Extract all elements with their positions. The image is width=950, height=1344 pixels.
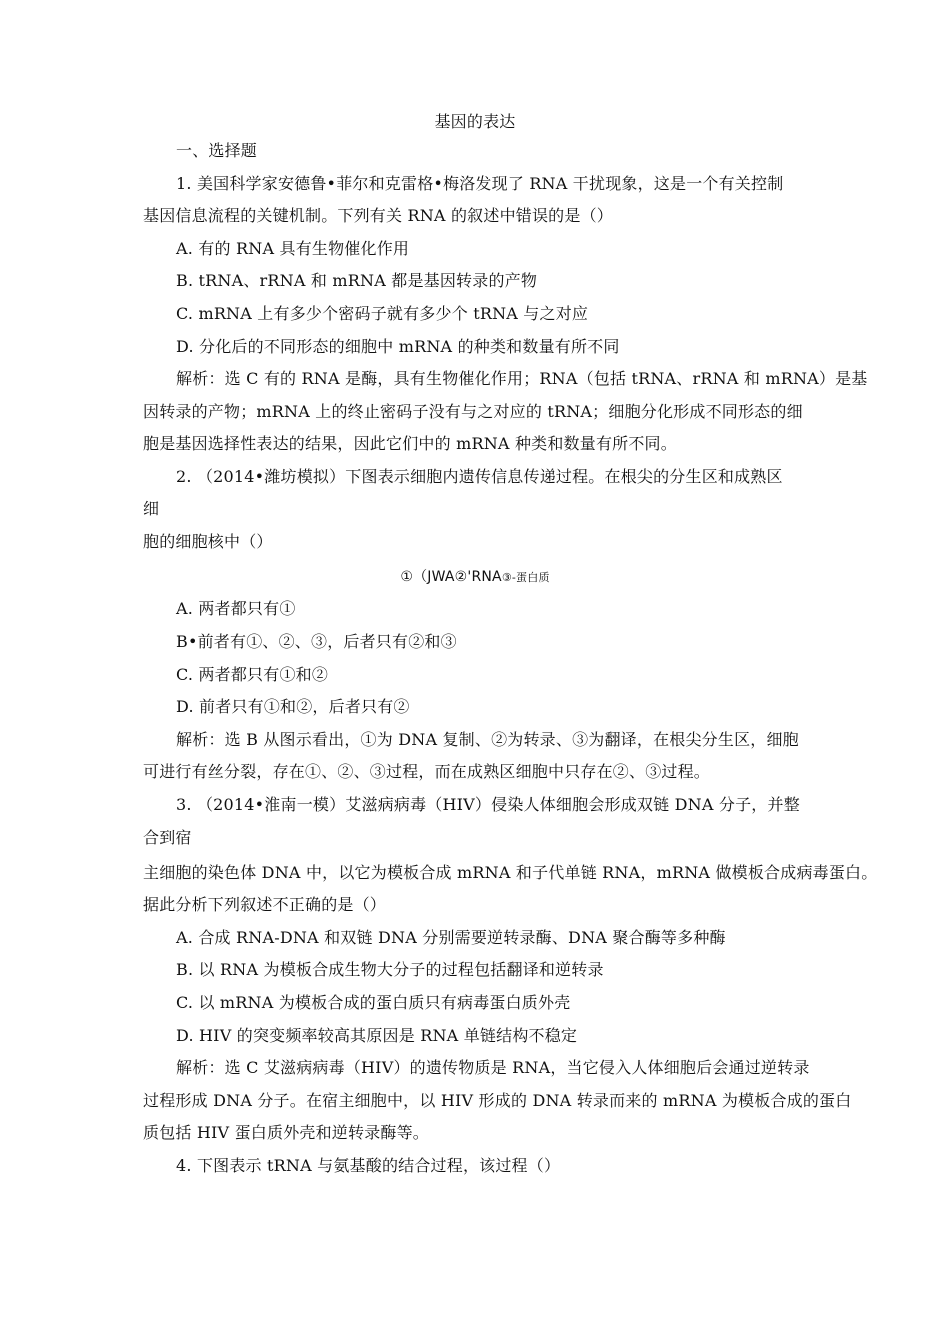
section-heading: 一、选择题: [176, 141, 258, 160]
q1-explanation-line-3: 胞是基因选择性表达的结果，因此它们中的 mRNA 种类和数量有所不同。: [143, 434, 677, 453]
q1-explanation-line-2: 因转录的产物；mRNA 上的终止密码子没有与之对应的 tRNA；细胞分化形成不同形态的细: [143, 402, 803, 421]
q2-option-c: C. 两者都只有①和②: [176, 665, 329, 684]
q2-option-d: D. 前者只有①和②，后者只有②: [176, 697, 410, 716]
q1-stem-line-1: 1. 美国科学家安德鲁•菲尔和克雷格•梅洛发现了 RNA 干扰现象，这是一个有关控制: [176, 174, 784, 193]
q2-option-b: B•前者有①、②、③，后者只有②和③: [176, 632, 457, 651]
q3-option-c: C. 以 mRNA 为模板合成的蛋白质只有病毒蛋白质外壳: [176, 993, 571, 1012]
q2-stem-line-3: 胞的细胞核中（）: [143, 532, 273, 551]
q1-explanation-line-1: 解析：选 C 有的 RNA 是酶，具有生物催化作用；RNA（包括 tRNA、rRNA 和 mRNA）是基: [176, 369, 868, 388]
q1-option-c: C. mRNA 上有多少个密码子就有多少个 tRNA 与之对应: [176, 304, 589, 323]
q3-stem-line-2: 合到宿: [143, 828, 192, 847]
q1-option-a: A. 有的 RNA 具有生物催化作用: [176, 239, 410, 258]
q3-option-d: D. HIV 的突变频率较高其原因是 RNA 单链结构不稳定: [176, 1026, 578, 1045]
q3-option-a: A. 合成 RNA-DNA 和双链 DNA 分别需要逆转录酶、DNA 聚合酶等多种酶: [176, 928, 726, 947]
document-title: 基因的表达: [434, 112, 516, 131]
q3-stem-line-3: 主细胞的染色体 DNA 中，以它为模板合成 mRNA 和子代单链 RNA，mRNA 做模板合成病毒蛋白。: [143, 863, 878, 882]
q3-option-b: B. 以 RNA 为模板合成生物大分子的过程包括翻译和逆转录: [176, 960, 604, 979]
q3-stem-line-1: 3. （2014•淮南一模）艾滋病病毒（HIV）侵染人体细胞会形成双链 DNA 分子，并整: [176, 795, 800, 814]
q1-option-d: D. 分化后的不同形态的细胞中 mRNA 的种类和数量有所不同: [176, 337, 620, 356]
q4-stem-line-1: 4. 下图表示 tRNA 与氨基酸的结合过程，该过程（）: [176, 1156, 561, 1175]
q1-stem-line-2: 基因信息流程的关键机制。下列有关 RNA 的叙述中错误的是（）: [143, 206, 613, 225]
q2-stem-line-1: 2. （2014•潍坊模拟）下图表示细胞内遗传信息传递过程。在根尖的分生区和成熟区: [176, 467, 783, 486]
q2-stem-line-2: 细: [143, 499, 160, 518]
q2-option-a: A. 两者都只有①: [176, 599, 296, 618]
q2-explanation-line-2: 可进行有丝分裂，存在①、②、③过程，而在成熟区细胞中只存在②、③过程。: [143, 762, 711, 781]
q2-process-diagram: [0, 566, 950, 589]
q3-explanation-line-3: 质包括 HIV 蛋白质外壳和逆转录酶等。: [143, 1123, 430, 1142]
q1-option-b: B. tRNA、rRNA 和 mRNA 都是基因转录的产物: [176, 271, 538, 290]
q3-explanation-line-2: 过程形成 DNA 分子。在宿主细胞中，以 HIV 形成的 DNA 转录而来的 mRNA 为模板合成的蛋白: [143, 1091, 852, 1110]
q2-explanation-line-1: 解析：选 B 从图示看出，①为 DNA 复制、②为转录、③为翻译，在根尖分生区，细胞: [176, 730, 799, 749]
q3-explanation-line-1: 解析：选 C 艾滋病病毒（HIV）的遗传物质是 RNA，当它侵入人体细胞后会通过逆转录: [176, 1058, 810, 1077]
q3-stem-line-4: 据此分析下列叙述不正确的是（）: [143, 895, 387, 914]
diagram-small-text: ③-蛋白质: [501, 571, 550, 584]
diagram-main-text: ①（JWA②'RNA: [400, 569, 502, 585]
